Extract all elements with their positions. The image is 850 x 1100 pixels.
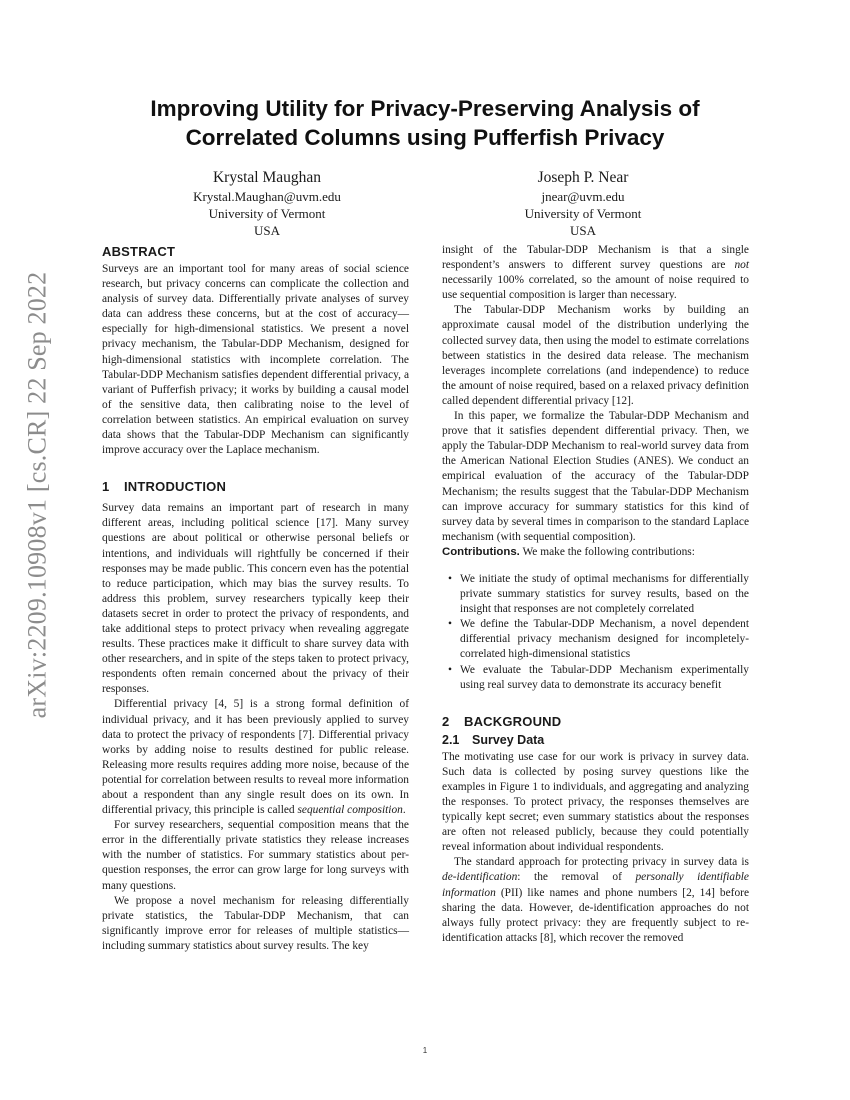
author-affiliation: University of Vermont	[524, 206, 642, 221]
paper-title	[100, 94, 750, 152]
list-item	[442, 617, 749, 662]
bullet-icon: •	[448, 572, 452, 585]
title-line-1: Improving Utility for Privacy-Preserving Analysis of	[150, 96, 700, 121]
paragraph-text: insight of the Tabular-DDP Mechanism is that a single respondent’s answers to different survey questions are	[442, 244, 749, 272]
paragraph-text: Differential privacy [4, 5] is a strong formal definition of individual privacy, and it has been previously applied to survey data to protect the privacy of respondents [7]. Differential privacy works by adding noise to results destined for public release. Releasing more results requires adding more noise, because of the potential for correlation between results to reveal more information about a respondent than any single result does on its own. In differential privacy, this principle is called	[102, 698, 409, 817]
intro-paragraph-5: The Tabular-DDP Mechanism works by building an approximate causal model of the distribution underlying the collected survey data, then using the model to estimate correlations between statistics in the desired data release. The mechanism leverages incomplete correlations (and independence) to reduce the amount of noise required, based on a relaxed privacy definition called dependent differential privacy [12].	[442, 304, 749, 407]
paragraph-text: (PII) like names and phone numbers [2, 14] before sharing the data. However, de-identification approaches do not always fully protect privacy: they are frequently subject to re-identification attacks [8], which recover the removed	[442, 886, 749, 944]
section-heading-background	[442, 713, 749, 730]
abstract-text: Surveys are an important tool for many areas of social science research, but privacy concerns can complicate the collection and analysis of survey data. Differentially private analyses of survey data can address these concerns, but at the cost of accuracy—especially for high-dimensional statistics. We present a novel privacy mechanism, the Tabular-DDP Mechanism, designed for high-dimensional statistics with incomplete correlation. The Tabular-DDP Mechanism satisfies dependent differential privacy, a variant of Pufferfish privacy; it works by building a causal model of the sensitive data, then calibrating noise to the level of correlation between statistics. An empirical evaluation on survey data shows that the Tabular-DDP Mechanism can significantly improve accuracy over the Laplace mechanism.	[102, 263, 409, 457]
author-block-1	[117, 167, 417, 239]
contributions-list	[442, 572, 749, 693]
author-email: jnear@uvm.edu	[541, 189, 625, 204]
list-item-text: We initiate the study of optimal mechanisms for differentially private summary statistics for survey results, based on the insight that responses are not completely correlated	[460, 572, 749, 616]
subsection-number: 2.1	[442, 732, 460, 747]
background-paragraph-2	[442, 855, 749, 946]
title-line-2: Correlated Columns using Pufferfish Privacy	[185, 125, 665, 150]
paragraph-text: The standard approach for protecting privacy in survey data is	[454, 856, 749, 869]
contributions-intro	[442, 545, 749, 560]
intro-paragraph-6: In this paper, we formalize the Tabular-DDP Mechanism and prove that it satisfies dependent differential privacy. Then, we apply the Tabular-DDP Mechanism to real-world survey data from the American National Election Studies (ANES). We conduct an empirical evaluation of the accuracy of the Tabular-DDP Mechanism; the results suggest that the Tabular-DDP Mechanism can improve accuracy for summary statistics for this kind of survey data by several times in comparison to the standard Laplace mechanism (with sequential composition).	[442, 410, 749, 543]
author-country: USA	[253, 223, 280, 238]
subsection-title: Survey Data	[472, 732, 545, 747]
intro-paragraph-3: For survey researchers, sequential composition means that the error in the differentially private statistics they release increases with the number of statistics. For summary statistics about per-question responses, the error can grow large for long surveys with many questions.	[102, 819, 409, 892]
section-number: 2	[442, 713, 450, 729]
paragraph-text-end: .	[402, 804, 406, 817]
left-column	[102, 243, 409, 954]
arxiv-identifier-text: arXiv:2209.10908v1 [cs.CR] 22 Sep 2022	[22, 271, 51, 719]
paragraph-text-end: necessarily 100% correlated, so the amount of noise required to use sequential composition is larger than necessary.	[442, 274, 749, 302]
author-affiliation: University of Vermont	[208, 206, 326, 221]
author-country: USA	[569, 223, 596, 238]
list-item-text: We evaluate the Tabular-DDP Mechanism experimentally using real survey data to demonstrate its accuracy benefit	[460, 663, 749, 691]
list-item-text: We define the Tabular-DDP Mechanism, a novel dependent differential privacy mechanism designed for incompletely-correlated high-dimensional statistics	[460, 618, 749, 661]
author-email: Krystal.Maughan@uvm.edu	[193, 189, 341, 204]
author-block-2	[433, 167, 733, 239]
emphasis-term: de-identification	[442, 871, 518, 884]
section-title: INTRODUCTION	[124, 479, 227, 495]
intro-paragraph-2	[102, 697, 409, 818]
intro-paragraph-1: Survey data remains an important part of research in many different areas, including political science [17]. Many survey questions are about political or otherwise personal beliefs or intentions, and individuals will rightfully be concerned if their responses may be made public. This concern even has the potential to reduce participation, which may bias the survey results. To address this problem, survey researchers typically keep their datasets secret in order to protect the privacy of respondents, and take additional steps to protect privacy when revealing aggregate results. These practices make it difficult to share survey data with other researchers, and in spite of the steps taken to protect privacy, respondents often remain concerned about the privacy of their responses.	[102, 502, 409, 696]
page-number: 1	[422, 1046, 428, 1055]
intro-paragraph-4: We propose a novel mechanism for releasing differentially private statistics, the Tabular-DDP Mechanism, that can significantly improve error for releases of multiple statistics—including summary statistics about survey results. The key	[102, 894, 409, 952]
arxiv-identifier	[6, 271, 68, 719]
subsection-heading-survey-data	[442, 732, 749, 748]
right-column	[442, 243, 749, 946]
emphasis-term: not	[734, 259, 749, 272]
paragraph-text: : the removal of	[517, 871, 636, 884]
author-name: Krystal Maughan	[212, 169, 322, 186]
author-name: Joseph P. Near	[537, 169, 629, 186]
bullet-icon: •	[448, 663, 452, 676]
section-number: 1	[102, 479, 110, 495]
list-item	[442, 572, 749, 617]
contributions-text: We make the following contributions:	[519, 545, 695, 558]
abstract-heading: ABSTRACT	[102, 244, 176, 259]
list-item	[442, 663, 749, 693]
intro-paragraph-4-continued	[442, 243, 749, 303]
bullet-icon: •	[448, 618, 452, 631]
emphasis-term: personally identifiable information	[442, 871, 749, 899]
section-heading-introduction	[102, 478, 409, 495]
background-paragraph-1: The motivating use case for our work is privacy in survey data. Such data is collected by posing survey questions like the examples in Figure 1 to individuals, and aggregating and analyzing the responses. To protect privacy, the responses themselves are typically kept secret; even summary statistics about the responses are often not released publicly, because they could potentially reveal information about individual respondents.	[442, 750, 749, 854]
contributions-label: Contributions.	[442, 545, 520, 558]
section-title: BACKGROUND	[464, 713, 562, 729]
emphasis-term: sequential composition	[297, 804, 403, 817]
